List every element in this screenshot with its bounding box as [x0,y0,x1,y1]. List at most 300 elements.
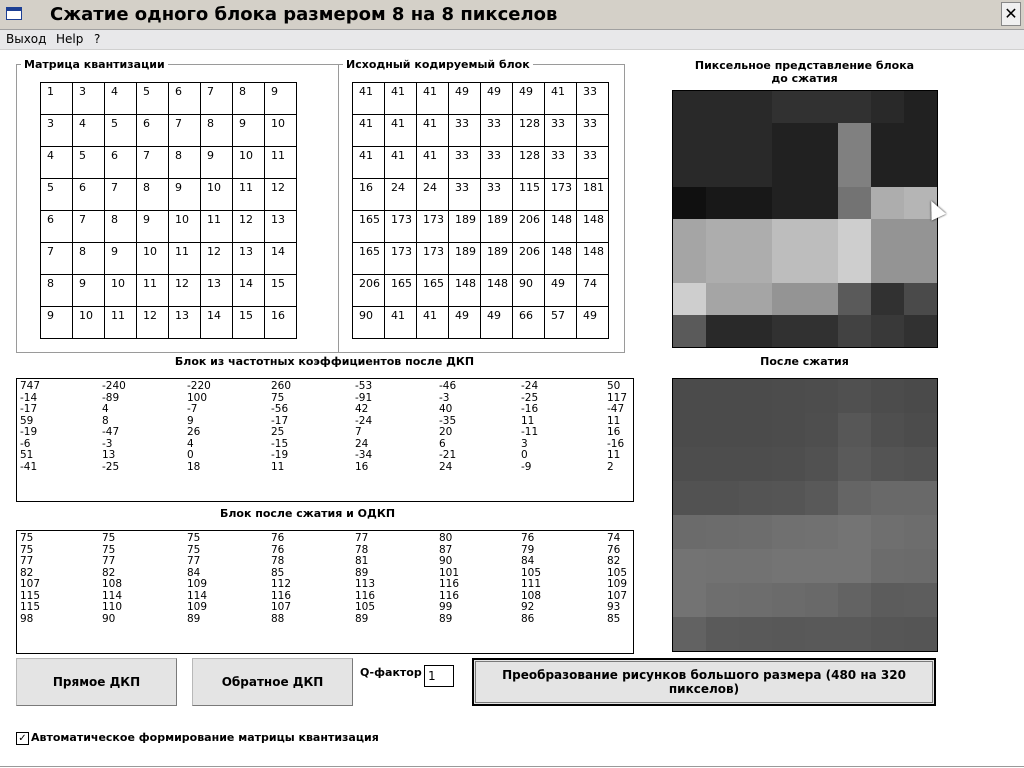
before-pixel [805,219,838,251]
source-block-cell[interactable]: 33 [449,115,481,147]
idct-block-caption: Блок после сжатия и ОДКП [219,507,396,520]
source-block-cell[interactable]: 148 [577,211,609,243]
quant-matrix-cell[interactable]: 14 [233,275,265,307]
source-block-cell[interactable]: 57 [545,307,577,339]
dct-value: 11 [271,460,285,473]
source-block-cell[interactable]: 41 [385,307,417,339]
q-factor-input[interactable] [424,665,454,687]
quant-matrix-cell[interactable]: 4 [105,83,137,115]
idct-value: 115 [20,601,41,613]
after-pixel [805,617,838,651]
quant-matrix-row [41,275,297,307]
dct-value: 59 [20,414,34,427]
source-block-cell[interactable]: 74 [577,275,609,307]
dct-value: 18 [187,460,201,473]
after-pixel [706,583,739,617]
quant-matrix-cell[interactable]: 12 [169,275,201,307]
dct-value: -3 [439,391,450,404]
after-pixel [904,515,937,549]
source-block-cell[interactable]: 16 [353,179,385,211]
idct-value: 109 [607,578,628,590]
quant-matrix-row [41,307,297,339]
before-pixel [706,315,739,347]
after-pixel [904,617,937,651]
quant-matrix-cell[interactable]: 15 [265,275,297,307]
before-pixel [673,91,706,123]
source-block-cell[interactable]: 41 [545,83,577,115]
before-pixel [706,91,739,123]
after-pixel [904,447,937,481]
before-pixel [871,155,904,187]
after-pixel [706,549,739,583]
dct-value: 24 [439,460,453,473]
after-pixel [904,481,937,515]
dct-value: 6 [439,437,446,450]
quant-matrix-cell[interactable]: 11 [265,147,297,179]
quant-matrix-cell[interactable]: 12 [265,179,297,211]
before-pixel [772,187,805,219]
dct-line [17,450,633,462]
before-pixel [739,187,772,219]
quant-matrix-cell[interactable]: 10 [169,211,201,243]
menu-item-exit[interactable]: Выход [6,32,47,46]
idct-value: 92 [521,601,535,613]
quant-matrix-cell[interactable]: 7 [41,243,73,275]
app-window-icon [6,7,22,20]
after-pixel [904,379,937,413]
quant-matrix-cell[interactable]: 6 [169,83,201,115]
idct-value: 76 [271,543,285,556]
before-pixel [838,91,871,123]
dct-value: 42 [355,403,369,415]
dct-value: 51 [20,449,34,461]
source-block-cell[interactable]: 189 [449,243,481,275]
source-block-cell[interactable]: 90 [353,307,385,339]
idct-value: 90 [439,555,453,567]
before-pixel [871,123,904,155]
dct-value: 75 [271,391,285,404]
source-block-cell[interactable]: 173 [545,179,577,211]
before-pixel [673,155,706,187]
after-pixel [739,447,772,481]
quant-matrix-cell[interactable]: 5 [105,115,137,147]
dct-value: 26 [187,426,201,438]
before-pixel [673,187,706,219]
quant-matrix-cell[interactable]: 4 [41,147,73,179]
source-block-row [353,115,609,147]
idct-value: 116 [271,589,292,602]
before-pixel [772,219,805,251]
dct-value: -19 [271,449,289,461]
before-pixel [739,219,772,251]
source-block-cell[interactable]: 148 [545,243,577,275]
quant-matrix-cell[interactable]: 11 [137,275,169,307]
menu-item-about[interactable]: ? [94,32,101,46]
pixel-before-canvas [672,90,938,348]
source-block-cell[interactable]: 181 [577,179,609,211]
source-block-cell[interactable]: 33 [481,147,513,179]
before-pixel [805,315,838,347]
pixel-before-caption: Пиксельное представление блока до сжатия [694,59,915,85]
after-pixel [772,413,805,447]
quant-matrix-cell[interactable]: 1 [41,83,73,115]
source-block-cell[interactable]: 173 [385,243,417,275]
dct-value: 25 [271,426,285,438]
idct-value: 114 [102,589,123,602]
quant-matrix-cell[interactable]: 5 [137,83,169,115]
after-pixel [838,515,871,549]
idct-value: 110 [102,601,123,613]
idct-value: 105 [355,601,376,613]
idct-line [17,556,633,568]
source-block-cell[interactable]: 148 [449,275,481,307]
title-bar [0,0,1024,30]
quant-matrix-cell[interactable]: 3 [41,115,73,147]
pixel-after-caption: После сжатия [760,355,849,368]
quant-matrix-cell[interactable]: 6 [41,211,73,243]
before-pixel [838,123,871,155]
after-pixel [871,379,904,413]
after-pixel [739,617,772,651]
quant-matrix-cell[interactable]: 13 [201,275,233,307]
before-pixel [904,91,937,123]
dct-value: -6 [20,437,31,450]
idct-value: 89 [187,612,201,625]
quant-matrix-cell[interactable]: 12 [201,243,233,275]
quant-matrix-cell[interactable]: 4 [73,115,105,147]
source-block-cell[interactable]: 41 [417,147,449,179]
after-pixel [805,583,838,617]
before-pixel [838,219,871,251]
quant-matrix-cell[interactable]: 11 [169,243,201,275]
dct-value: -16 [607,437,625,450]
quant-matrix-cell[interactable]: 12 [137,307,169,339]
idct-value: 87 [439,543,453,556]
dct-value: -220 [187,380,211,392]
idct-value: 86 [521,612,535,625]
quant-matrix-cell[interactable]: 9 [233,115,265,147]
source-block-cell[interactable]: 173 [417,211,449,243]
close-button[interactable]: ✕ [1001,2,1021,26]
quant-matrix-cell[interactable]: 8 [105,211,137,243]
source-block-cell[interactable]: 189 [449,211,481,243]
idct-value: 99 [439,601,453,613]
source-block-cell[interactable]: 41 [417,307,449,339]
quant-matrix-cell[interactable]: 7 [137,147,169,179]
menu-item-help[interactable]: Help [56,32,84,46]
source-block-cell[interactable]: 41 [417,115,449,147]
source-block-cell[interactable]: 148 [577,243,609,275]
source-block-cell[interactable]: 128 [513,115,545,147]
quant-matrix-cell[interactable]: 8 [73,243,105,275]
before-pixel [904,155,937,187]
source-block-cell[interactable]: 206 [513,211,545,243]
dct-value: -46 [439,380,457,392]
idct-value: 81 [355,555,369,567]
source-block-cell[interactable]: 189 [481,243,513,275]
after-pixel [838,379,871,413]
before-pixel [673,251,706,283]
before-pixel [739,123,772,155]
quant-matrix-cell[interactable]: 9 [73,275,105,307]
dct-value: -9 [521,460,532,473]
dct-line [17,427,633,439]
pixel-after-canvas [672,378,938,652]
dct-line [17,381,633,393]
idct-value: 107 [271,601,292,613]
source-block-cell[interactable]: 41 [385,83,417,115]
after-pixel [871,481,904,515]
source-block-cell[interactable]: 165 [417,275,449,307]
dct-value: 13 [102,449,116,461]
quant-matrix-cell[interactable]: 10 [105,275,137,307]
idct-value: 114 [187,589,208,602]
source-block-cell[interactable]: 49 [513,83,545,115]
after-pixel [772,549,805,583]
idct-value: 79 [521,543,535,556]
idct-value: 77 [355,532,369,544]
before-pixel [805,123,838,155]
idct-value: 82 [20,566,34,579]
idct-value: 109 [187,601,208,613]
auto-quantization-checkbox[interactable]: ✓ [16,732,29,745]
source-block-cell[interactable]: 49 [577,307,609,339]
quant-matrix-cell[interactable]: 11 [105,307,137,339]
source-block-cell[interactable]: 33 [545,147,577,179]
idct-value: 82 [102,566,116,579]
source-block-cell[interactable]: 148 [545,211,577,243]
after-pixel [772,447,805,481]
idct-line [17,614,633,626]
quant-matrix-cell[interactable]: 13 [233,243,265,275]
quant-matrix-cell[interactable]: 16 [265,307,297,339]
source-block-cell[interactable]: 206 [353,275,385,307]
quant-matrix-cell[interactable]: 8 [169,147,201,179]
quant-matrix-cell[interactable]: 13 [265,211,297,243]
dct-value: -56 [271,403,289,415]
before-pixel [772,91,805,123]
dct-value: 0 [521,449,528,461]
source-block-cell[interactable]: 33 [577,115,609,147]
source-block-cell[interactable]: 41 [417,83,449,115]
quant-matrix-cell[interactable]: 13 [169,307,201,339]
source-block-cell[interactable]: 49 [481,307,513,339]
quant-matrix-cell[interactable]: 10 [73,307,105,339]
source-block-table [352,82,609,339]
after-pixel [805,481,838,515]
quant-matrix-cell[interactable]: 6 [137,115,169,147]
after-pixel [838,481,871,515]
source-block-cell[interactable]: 24 [385,179,417,211]
quant-matrix-row [41,211,297,243]
source-block-cell[interactable]: 128 [513,147,545,179]
idct-value: 89 [355,612,369,625]
source-block-cell[interactable]: 165 [353,211,385,243]
dct-value: -91 [355,391,373,404]
quant-matrix-cell[interactable]: 9 [169,179,201,211]
source-block-cell[interactable]: 33 [545,115,577,147]
quant-matrix-cell[interactable]: 9 [105,243,137,275]
source-block-cell[interactable]: 49 [481,83,513,115]
quant-matrix-cell[interactable]: 8 [201,115,233,147]
convert-large-image-button[interactable]: Преобразование рисунков большого размера (480 на 320 пикселов) [472,658,936,706]
quant-matrix-cell[interactable]: 12 [233,211,265,243]
dct-coefficients-textbox[interactable] [16,378,634,502]
dct-value: -19 [20,426,38,438]
idct-value: 84 [187,566,201,579]
quant-matrix-cell[interactable]: 6 [105,147,137,179]
idct-value: 76 [271,532,285,544]
source-block-cell[interactable]: 24 [417,179,449,211]
idct-value: 84 [521,555,535,567]
dct-value: 16 [607,426,621,438]
dct-line [17,462,633,474]
idct-value: 107 [607,589,628,602]
source-block-cell[interactable]: 33 [449,147,481,179]
before-pixel [871,251,904,283]
dct-value: 24 [355,437,369,450]
source-block-row [353,211,609,243]
after-pixel [838,617,871,651]
dct-value: -11 [521,426,539,438]
quant-matrix-cell[interactable]: 11 [233,179,265,211]
dct-block-caption: Блок из частотных коэффициентов после ДКП [174,355,475,368]
source-block-cell[interactable]: 33 [577,147,609,179]
source-block-cell[interactable]: 49 [545,275,577,307]
quant-matrix-cell[interactable]: 7 [73,211,105,243]
source-block-cell[interactable]: 41 [353,83,385,115]
quant-matrix-cell[interactable]: 10 [233,147,265,179]
source-block-cell[interactable]: 165 [353,243,385,275]
idct-value: 109 [187,578,208,590]
quant-matrix-cell[interactable]: 9 [41,307,73,339]
source-block-cell[interactable]: 49 [449,307,481,339]
after-pixel [805,379,838,413]
dct-value: -25 [521,391,539,404]
before-pixel [805,155,838,187]
dct-value: 2 [607,460,614,473]
dct-value: -53 [355,380,373,392]
idct-value: 108 [521,589,542,602]
quant-matrix-cell[interactable]: 3 [73,83,105,115]
source-block-cell[interactable]: 33 [449,179,481,211]
source-block-cell[interactable]: 41 [385,147,417,179]
quant-matrix-cell[interactable]: 9 [201,147,233,179]
after-pixel [739,379,772,413]
quant-matrix-cell[interactable]: 14 [201,307,233,339]
quant-matrix-cell[interactable]: 5 [41,179,73,211]
idct-value: 82 [607,555,621,567]
source-block-cell[interactable]: 33 [577,83,609,115]
quant-matrix-cell[interactable]: 7 [201,83,233,115]
before-pixel [673,283,706,315]
after-pixel [739,515,772,549]
after-pixel [673,549,706,583]
quant-matrix-cell[interactable]: 10 [201,179,233,211]
idct-value: 75 [187,543,201,556]
menu-bar [0,30,1024,50]
source-block-cell[interactable]: 173 [417,243,449,275]
before-pixel [904,283,937,315]
before-pixel [772,315,805,347]
source-block-cell[interactable]: 41 [353,115,385,147]
idct-value: 93 [607,601,621,613]
quant-matrix-cell[interactable]: 10 [265,115,297,147]
before-pixel [706,219,739,251]
quant-matrix-cell[interactable]: 7 [169,115,201,147]
after-pixel [772,515,805,549]
after-pixel [871,447,904,481]
source-block-cell[interactable]: 206 [513,243,545,275]
dct-value: -24 [521,380,539,392]
before-pixel [904,251,937,283]
source-block-cell[interactable]: 41 [385,115,417,147]
after-pixel [739,583,772,617]
source-block-cell[interactable]: 41 [353,147,385,179]
before-pixel [838,283,871,315]
idct-line [17,579,633,591]
before-pixel [805,187,838,219]
quant-matrix-cell[interactable]: 9 [265,83,297,115]
dct-value: 4 [102,403,109,415]
dct-value: 8 [102,414,109,427]
after-pixel [904,413,937,447]
before-pixel [838,251,871,283]
source-block-cell[interactable]: 148 [481,275,513,307]
after-pixel [805,515,838,549]
idct-value: 75 [102,543,116,556]
dct-value: -89 [102,391,120,404]
quant-matrix-cell[interactable]: 10 [137,243,169,275]
source-block-cell[interactable]: 115 [513,179,545,211]
source-block-cell[interactable]: 33 [481,179,513,211]
source-block-cell[interactable]: 90 [513,275,545,307]
idct-value: 78 [271,555,285,567]
quant-matrix-cell[interactable]: 14 [265,243,297,275]
forward-dct-button[interactable]: Прямое ДКП [16,658,177,706]
source-block-cell[interactable]: 189 [481,211,513,243]
after-pixel [673,447,706,481]
source-block-row [353,275,609,307]
source-block-cell[interactable]: 165 [385,275,417,307]
quant-matrix-row [41,179,297,211]
inverse-dct-button[interactable]: Обратное ДКП [192,658,353,706]
quant-matrix-cell[interactable]: 9 [137,211,169,243]
after-pixel [673,583,706,617]
quant-matrix-cell[interactable]: 7 [105,179,137,211]
idct-value: 115 [20,589,41,602]
source-block-cell[interactable]: 33 [481,115,513,147]
after-pixel [838,549,871,583]
idct-block-textbox[interactable] [16,530,634,654]
quant-matrix-cell[interactable]: 8 [233,83,265,115]
source-block-cell[interactable]: 49 [449,83,481,115]
quant-matrix-cell[interactable]: 11 [201,211,233,243]
quant-matrix-cell[interactable]: 8 [137,179,169,211]
quant-matrix-cell[interactable]: 5 [73,147,105,179]
source-block-cell[interactable]: 66 [513,307,545,339]
before-pixel [706,251,739,283]
idct-value: 76 [607,543,621,556]
after-pixel [805,447,838,481]
quant-matrix-cell[interactable]: 8 [41,275,73,307]
dct-value: 0 [187,449,194,461]
quant-matrix-cell[interactable]: 6 [73,179,105,211]
dct-value: 11 [607,449,621,461]
quant-matrix-cell[interactable]: 15 [233,307,265,339]
before-pixel [706,283,739,315]
source-block-cell[interactable]: 173 [385,211,417,243]
